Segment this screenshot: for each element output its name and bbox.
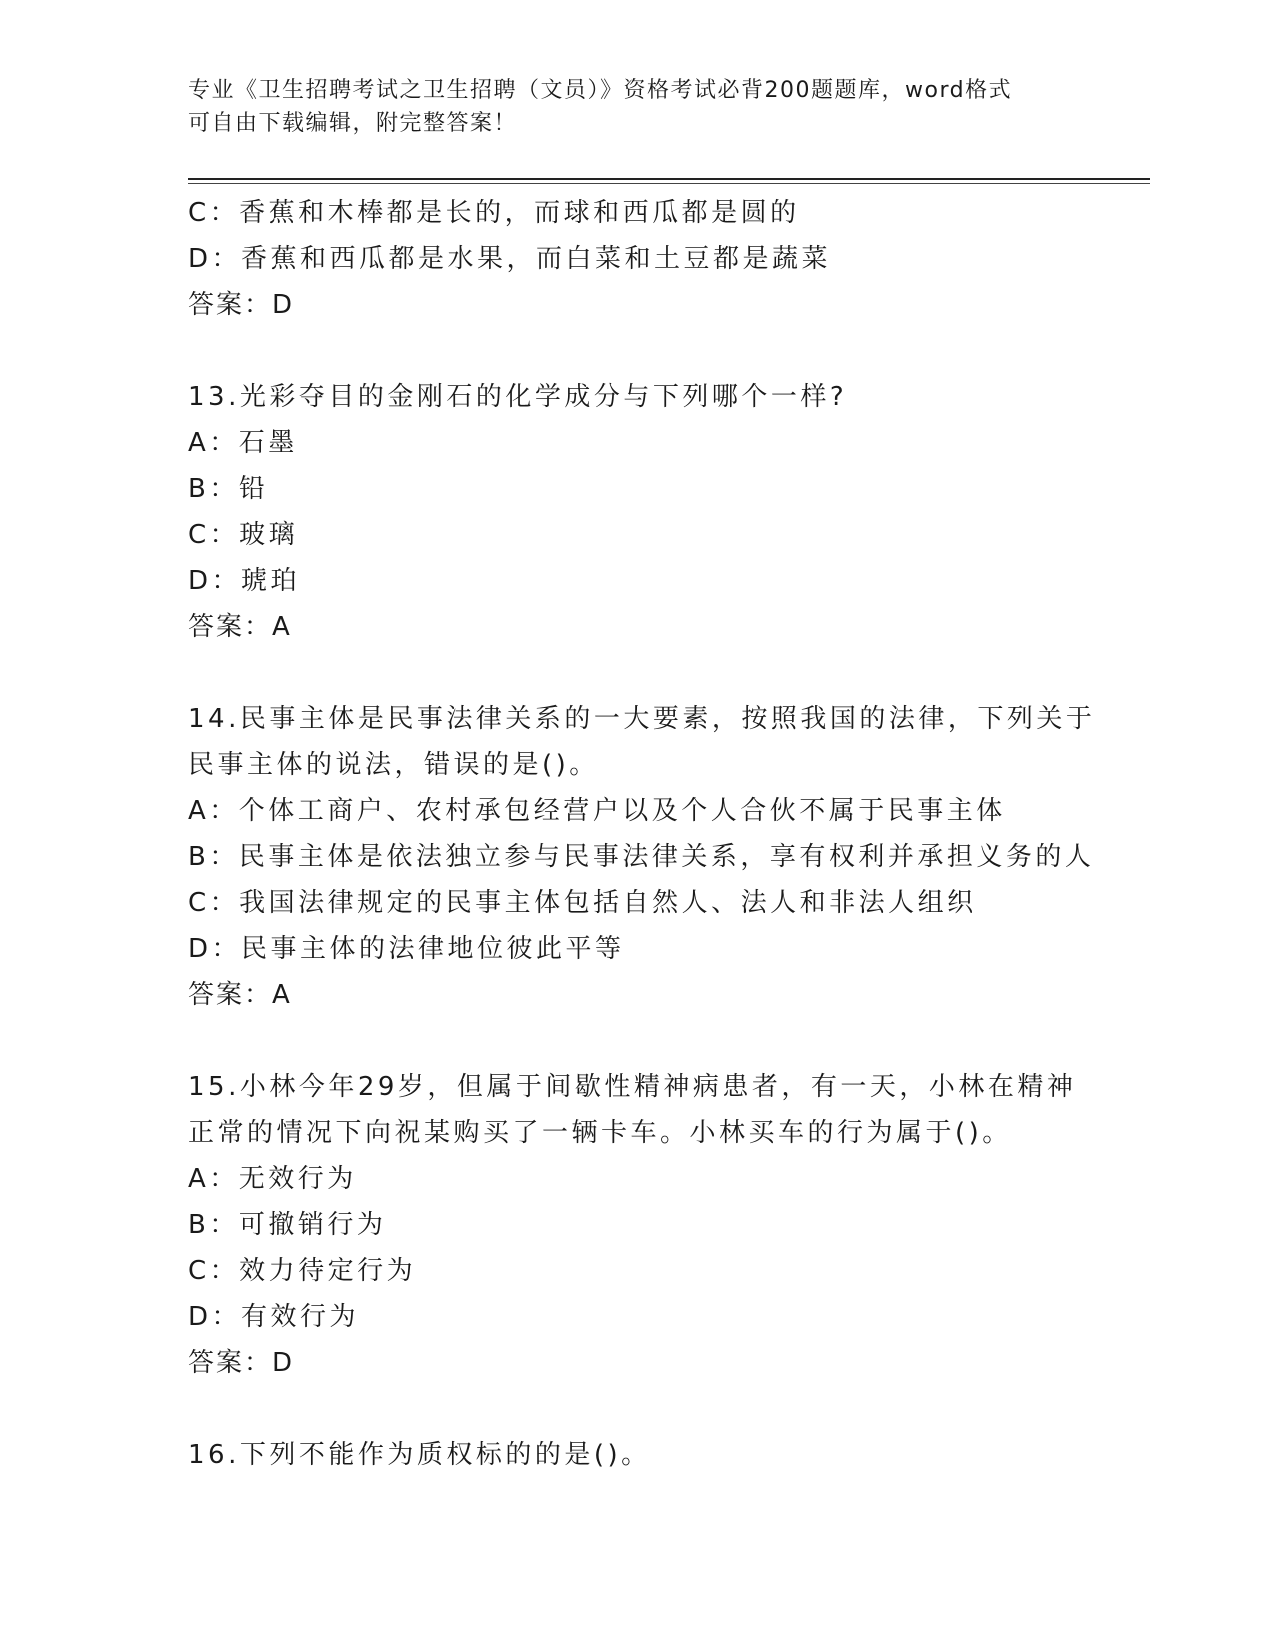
header-divider-thin	[188, 183, 1150, 184]
document-header	[188, 74, 1068, 140]
option-c: C：玻璃	[188, 520, 299, 550]
option-a: A：个体工商户、农村承包经营户以及个人合伙不属于民事主体	[188, 796, 1006, 826]
option-d: D：香蕉和西瓜都是水果，而白菜和土豆都是蔬菜	[188, 244, 832, 274]
answer-label: 答案：D	[188, 290, 295, 320]
option-a: A：无效行为	[188, 1164, 357, 1194]
answer-label: 答案：A	[188, 612, 292, 642]
question-stem: 16.下列不能作为质权标的的是()。	[188, 1440, 651, 1470]
option-c: C：香蕉和木棒都是长的，而球和西瓜都是圆的	[188, 198, 800, 228]
option-d: D：有效行为	[188, 1302, 360, 1332]
question-block-14	[188, 696, 1096, 1018]
option-d: D：民事主体的法律地位彼此平等	[188, 934, 625, 964]
answer-label: 答案：A	[188, 980, 292, 1010]
option-c: C：效力待定行为	[188, 1256, 417, 1286]
spacer	[188, 1386, 1088, 1432]
question-list	[188, 190, 1096, 1478]
option-c: C：我国法律规定的民事主体包括自然人、法人和非法人组织	[188, 888, 977, 918]
header-divider-thick	[188, 178, 1150, 180]
header-title-line-1: 专业《卫生招聘考试之卫生招聘（文员）》资格考试必背200题题库，word格式	[188, 78, 1013, 103]
question-block-13	[188, 374, 1088, 650]
question-stem-line-2: 正常的情况下向祝某购买了一辆卡车。小林买车的行为属于()。	[188, 1118, 1012, 1148]
question-block-16	[188, 1432, 1088, 1478]
answer-label: 答案：D	[188, 1348, 295, 1378]
header-title-line-2: 可自由下载编辑，附完整答案！	[188, 111, 518, 136]
question-stem-line-1: 15.小林今年29岁，但属于间歇性精神病患者，有一天，小林在精神	[188, 1072, 1077, 1102]
option-b: B：民事主体是依法独立参与民事法律关系，享有权利并承担义务的人	[188, 842, 1095, 872]
option-a: A：石墨	[188, 428, 298, 458]
spacer	[188, 1018, 1088, 1064]
question-block-15	[188, 1064, 1088, 1386]
option-b: B：可撤销行为	[188, 1210, 387, 1240]
question-stem-line-1: 14.民事主体是民事法律关系的一大要素，按照我国的法律，下列关于	[188, 704, 1096, 734]
option-d: D：琥珀	[188, 566, 301, 596]
spacer	[188, 650, 1088, 696]
spacer	[188, 328, 1088, 374]
option-b: B：铅	[188, 474, 269, 504]
question-block-12	[188, 190, 1088, 328]
question-stem-line-2: 民事主体的说法，错误的是()。	[188, 750, 599, 780]
question-stem: 13.光彩夺目的金刚石的化学成分与下列哪个一样?	[188, 382, 848, 412]
